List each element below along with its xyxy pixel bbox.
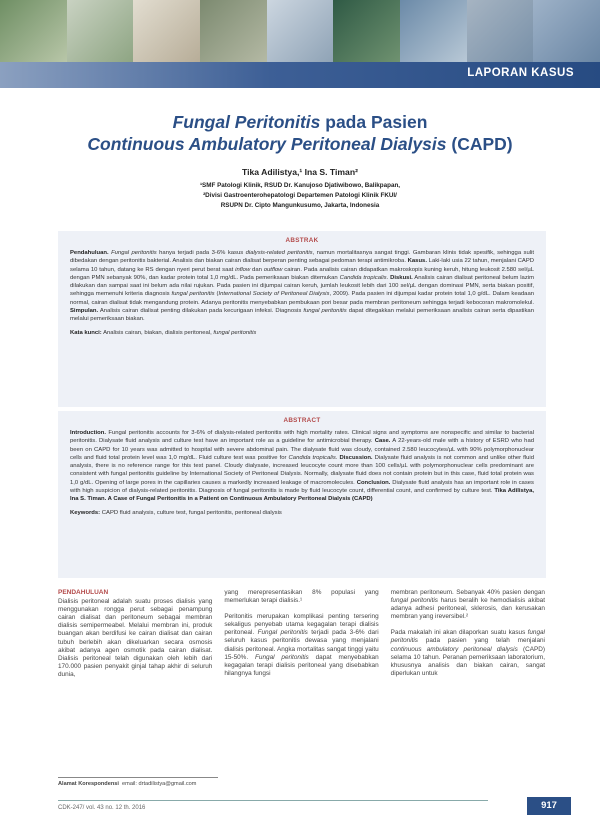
section-heading: PENDAHULUAN: [58, 589, 109, 596]
abstract-box: [58, 411, 546, 578]
page-number: 917: [527, 797, 571, 815]
title-text: pada Pasien: [320, 112, 428, 132]
footer-divider: [58, 800, 488, 801]
body-columns: [58, 589, 545, 687]
paragraph: Peritonitis merupakan komplikasi penting tersering sekaligus penyebab utama kegagalan terapi dialisis peritoneal. Fungal peritonitis terjadi pada 3-6% dari seluruh kasus peritonitis dewasa yang menjalani dialisis peritoneal. Angka mortalitas sangat tinggi yaitu 15-50%. Fungal peritonitis dapat menyebabkan kegagalan terapi dialisis peritoneal yang disebabkan hilangnya fungsi: [224, 613, 379, 677]
title-italic: Continuous Ambulatory Peritoneal Dialysis: [87, 134, 447, 154]
header-photo: [400, 0, 467, 62]
authors: Tika Adilistya,¹ Ina S. Timan²: [242, 167, 358, 177]
article-title: [40, 111, 560, 155]
header-photo: [0, 0, 67, 62]
header-photo: [133, 0, 200, 62]
affiliation-line: RSUPN Dr. Cipto Mangunkusumo, Jakarta, Indonesia: [220, 202, 380, 209]
journal-footer: CDK-247/ vol. 43 no. 12 th. 2016: [58, 805, 146, 811]
header-photo: [467, 0, 534, 62]
paragraph: membran peritoneum. Sebanyak 40% pasien dengan fungal peritonitis harus beralih ke hemodialisis akibat adanya adhesi peritoneal, sklerosis, dan kerusakan membran yang ireversibel.²: [390, 589, 545, 621]
correspondence-label: Alamat Korespondensi: [58, 781, 119, 787]
abstrak-keywords: Kata kunci: Analisis cairan, biakan, dialisis peritoneal, fungal peritonitis: [70, 330, 257, 337]
title-text: (CAPD): [446, 134, 513, 154]
header-photo: [67, 0, 134, 62]
paragraph: Pada makalah ini akan dilaporkan suatu kasus fungal peritonitis pada pasien yang telah menjalani continuous ambulatory peritoneal dialysis (CAPD) selama 10 tahun. Peranan pemeriksaan laboratorium, khususnya analisis dan biakan cairan, sangat diperlukan untuk: [390, 629, 545, 677]
abstrak-heading: ABSTRAK: [285, 237, 319, 244]
abstract-keywords: Keywords: CAPD fluid analysis, culture test, fungal peritonitis, peritoneal dialysis: [70, 510, 282, 517]
abstract-heading: ABSTRACT: [283, 417, 321, 424]
header-photo: [333, 0, 400, 62]
abstract-text: Introduction. Fungal peritonitis accounts for 3-6% of dialysis-related peritonitis with high mortality rates. Clinical signs and symptoms are nonspecific and similar to bacterial peritonitis. Dialysate fluid analysis and culture test have an important role as a guideline for antimicrobial therapy. Case. A 22-years-old male with a history of ESRD who had been on CAPD for 10 years was admitted to hospital with severe abdominal pain. The dialysate fluid was cloudy, contained 2.580 leucocytes/µL with 90% polymorphonuclear cells and fluid total protein level was 1,0 mg/dL. Fluid culture test was positive for Candida tropicalis. Discussion. Dialysate fluid analysis is not common and unlike other fluid analysis, there is no reference range for this test panel. Cloudy dialysate, increased leucocyte count more than 100 cells/µL with polymorphonuclear cells predominant are consistent with fungal peritonitis guideline by International Society of Peritoneal Dialysis. Normally, dialysate fluid does not contain protein but in this case, fluid total protein was 1,0 g/dL. Opening of large pores in the capillaries causes a markedly increased leakage of macromolecules. Conclusion. Dialysate fluid analysis has an important role in cases with high suspicion of dialysis-related peritonitis. Diagnosis of fungal peritonitis is made by fluid leucocyte count, differential count, and confirmed by culture test. Tika Adilistya, Ina S. Timan. A Case of Fungal Peritonitis in a Patient on Continuous Ambulatory Peritoneal Dialysis (CAPD): [70, 430, 535, 502]
header-photo: [200, 0, 267, 62]
affiliation-line: ²Divisi Gastroenterohepatologi Departemen Patologi Klinik FKUI/: [203, 192, 397, 199]
affiliations: [0, 181, 600, 211]
abstrak-text: Pendahuluan. Fungal peritonitis hanya terjadi pada 3-6% kasus dialysis-related peritonitis, namun mortalitasnya sangat tinggi. Gambaran klinis tidak spesifik, sehingga sulit dibedakan dengan peritonitis bakterial. Analisis dan biakan cairan dialisat berperan penting sebagai pedoman terapi antimikroba. Kasus. Laki-laki usia 22 tahun, menjalani CAPD selama 10 tahun, datang ke RS dengan nyeri perut berat saat inflow dan outflow cairan. Pada analisis cairan didapatkan makroskopis kuning keruh, hitung leukosit 2.580 sel/µL dengan PMN sebanyak 90%, dan kadar protein total 1,0 mg/dL. Pada pemeriksaan biakan ditemukan Candida tropicalis. Diskusi. Analisis cairan dialisat peritoneal belum lazim dilakukan dan sampai saat ini belum ada nilai rujukan. Pada pasien ini dijumpai cairan keruh, jumlah leukosit lebih dari 100 sel/µL dengan dominasi PMN, serta biakan positif, sehingga memenuhi kriteria diagnosis fungal peritonitis (International Society of Peritoneal Dialysis, 2009). Pada pasien ini dijumpai kadar protein total 1,0 g/dL. Dalam keadaan normal, cairan dialisat tidak mengandung protein. Adanya peritonitis menyebabkan pembukaan pori besar pada membran peritoneum sehingga terjadi kebocoran makromolekul. Simpulan. Analisis cairan dialisat penting dilakukan pada kecurigaan infeksi. Diagnosis fungal peritonitis dapat ditegakkan melalui pemeriksaan analisis cairan serta dipastikan melalui pemeriksaan biakan.: [70, 250, 534, 322]
affiliation-line: ¹SMF Patologi Klinik, RSUD Dr. Kanujoso Djatiwibowo, Balikpapan,: [199, 182, 401, 189]
paragraph: Dialisis peritoneal adalah suatu proses dialisis yang menggunakan rongga perut sebagai penampung cairan dialisat dan peritoneum sebagai membran dialisis semipermeabel. Melalui membran ini, produk buangan akan berdifusi ke cairan dialisat dan cairan tubuh berlebih akan dikeluarkan secara osmosis akibat adanya agen osmotik pada cairan dialisat. Dialisis peritoneal telah digunakan oleh lebih dari 170.000 pasien penyakit ginjal tahap akhir di seluruh dunia,: [58, 598, 213, 678]
body-column-3: [391, 589, 545, 687]
header-photo: [533, 0, 600, 62]
correspondence-note: [58, 777, 218, 787]
header-photo: [267, 0, 334, 62]
article-category: LAPORAN KASUS: [467, 67, 574, 79]
correspondence-email: email: drtadilistya@gmail.com: [122, 781, 197, 787]
header-photo-strip: [0, 0, 600, 62]
title-italic: Fungal Peritonitis: [172, 112, 321, 132]
body-column-1: [58, 589, 212, 687]
body-column-2: [224, 589, 378, 687]
abstrak-box: [58, 231, 546, 407]
paragraph: yang merepresentasikan 8% populasi yang memerlukan terapi dialisis.¹: [224, 589, 379, 605]
